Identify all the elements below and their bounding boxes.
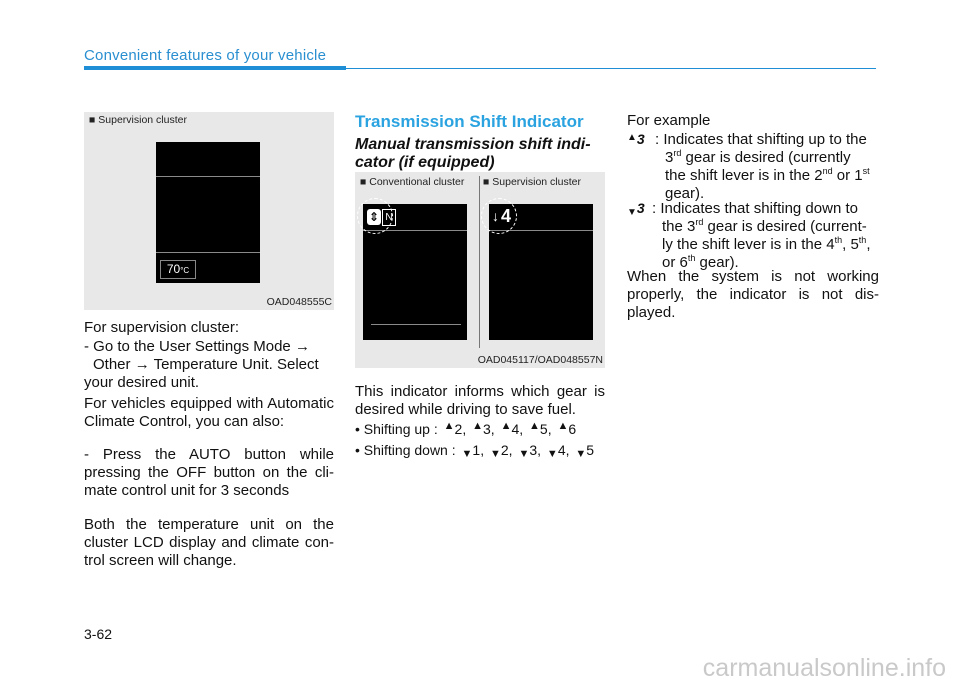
figure-caption: ■ Supervision cluster <box>483 176 581 188</box>
up-triangle-icon: ▲ <box>500 420 512 432</box>
gear-value: 6 <box>568 421 577 437</box>
shift-up-down-icon: ⇕ <box>368 210 380 224</box>
temperature-display <box>160 260 196 279</box>
bullet-temperature-unit <box>84 338 334 392</box>
shift-up-label: • Shifting up : <box>355 421 438 437</box>
example-text: ly the shift lever is in the 4 <box>662 236 835 253</box>
paragraph: For vehicles equipped with Automatic Climate Control, you can also: <box>84 395 334 430</box>
paragraph: Both the temperature unit on the cluster LCD display and climate con-trol screen will change. <box>84 516 334 569</box>
example-text: : Indicates that shifting up to the <box>655 131 867 148</box>
temperature-unit: °C <box>180 266 190 275</box>
page-number: 3-62 <box>84 626 113 642</box>
example-text: gear is desired (current- <box>703 218 867 235</box>
down-triangle-icon: ▼ <box>575 448 587 460</box>
gear-value: 5 <box>586 442 595 458</box>
shift-down-arrow-icon: ↓ <box>492 208 499 224</box>
example-text: th <box>834 235 843 245</box>
up-triangle-icon: ▲ <box>529 420 540 432</box>
divider-line <box>156 252 260 253</box>
example-text: , 5 <box>842 236 859 253</box>
figure-code: OAD048555C <box>266 296 332 308</box>
section-title: Convenient features of your vehicle <box>84 47 327 64</box>
down-triangle-icon: ▼ <box>461 448 473 460</box>
gear-value: 4 <box>557 442 566 458</box>
paragraph: For supervision cluster: <box>84 319 240 336</box>
shift-down-label: • Shifting down : <box>355 442 456 458</box>
example-text: st <box>862 166 870 176</box>
subsection-heading: Manual transmission shift indi-cator (if equipped) <box>355 136 591 171</box>
gear-number: 4 <box>501 206 512 226</box>
figure-shift-indicator <box>355 172 605 368</box>
header-rule-thin <box>346 68 876 69</box>
divider-line <box>371 324 461 325</box>
bullet-text: Other <box>93 356 131 373</box>
gear-value: 3 <box>529 442 538 458</box>
example-text: nd <box>822 166 833 176</box>
paragraph: For example <box>627 112 711 129</box>
shift-down-list: • Shifting down : ▼1, ▼2, ▼3, ▼4, ▼5 <box>355 442 595 460</box>
example-text: the shift lever is in the 2 <box>665 167 823 184</box>
bullet-text: - Go to the User Settings Mode <box>84 338 291 355</box>
figure-code: OAD045117/OAD048557N <box>477 354 603 366</box>
paragraph: When the system is not working properly, the indicator is not dis-played. <box>627 268 879 321</box>
figure-caption: ■ Supervision cluster <box>89 114 187 126</box>
gear-value: 3 <box>636 200 645 216</box>
gear-value: 2 <box>454 421 463 437</box>
example-text: the 3 <box>662 218 696 235</box>
shift-up-example-icon: ▲3 <box>627 131 645 147</box>
gear-value: 2 <box>500 442 509 458</box>
shift-indicator-highlight <box>481 198 517 234</box>
example-text: gear). <box>665 185 705 202</box>
up-triangle-icon: ▲ <box>443 420 455 432</box>
arrow-icon: → <box>294 338 310 355</box>
up-triangle-icon: ▲ <box>557 420 569 432</box>
shift-down-example-icon: ▼3 <box>627 200 645 218</box>
gear-value: 3 <box>482 421 491 437</box>
example-text: 3 <box>665 149 674 166</box>
example-text: rd <box>673 148 682 158</box>
watermark: carmanualsonline.info <box>702 654 946 682</box>
cluster-screen <box>156 142 260 283</box>
bullet-text: Temperature Unit. Select your desired unit. <box>84 356 319 391</box>
example-shift-down <box>652 200 879 272</box>
gear-value: 1 <box>472 442 481 458</box>
divider-line <box>156 176 260 177</box>
arrow-icon: → <box>134 356 150 373</box>
paragraph: This indicator informs which gear is desired while driving to save fuel. <box>355 383 605 418</box>
example-text: or 6 <box>662 254 688 271</box>
gear-value: 3 <box>636 131 645 147</box>
example-text: or 1 <box>832 167 863 184</box>
shift-up-list: • Shifting up : ▲2, ▲3, ▲4, ▲5, ▲6 <box>355 420 577 437</box>
example-text: th <box>858 235 867 245</box>
example-text: rd <box>695 217 704 227</box>
up-triangle-icon: ▲ <box>472 420 483 432</box>
section-heading: Transmission Shift Indicator <box>355 112 584 131</box>
example-text: th <box>687 253 696 263</box>
temperature-value: 70 <box>166 262 181 276</box>
down-triangle-icon: ▼ <box>546 448 558 460</box>
gear-value: 5 <box>539 421 548 437</box>
figure-caption: ■ Conventional cluster <box>360 176 465 188</box>
example-text: gear). <box>695 254 739 271</box>
gear-value: 4 <box>511 421 520 437</box>
bullet-auto-button: - Press the AUTO button while pressing the OFF button on the cli-mate control unit for 3 seconds <box>84 446 334 499</box>
figure-supervision-cluster <box>84 112 334 310</box>
example-shift-up <box>655 131 879 203</box>
down-triangle-icon: ▼ <box>518 448 530 460</box>
down-triangle-icon: ▼ <box>489 448 501 460</box>
supervision-cluster-screen <box>489 204 593 340</box>
example-text: : Indicates that shifting down to <box>652 200 858 217</box>
conventional-cluster-screen <box>363 204 467 340</box>
header-rule-thick <box>84 66 346 70</box>
example-text: , <box>866 236 871 253</box>
gear-box-icon: N <box>382 209 396 226</box>
figure-divider <box>479 176 480 348</box>
example-text: gear is desired (currently <box>681 149 851 166</box>
